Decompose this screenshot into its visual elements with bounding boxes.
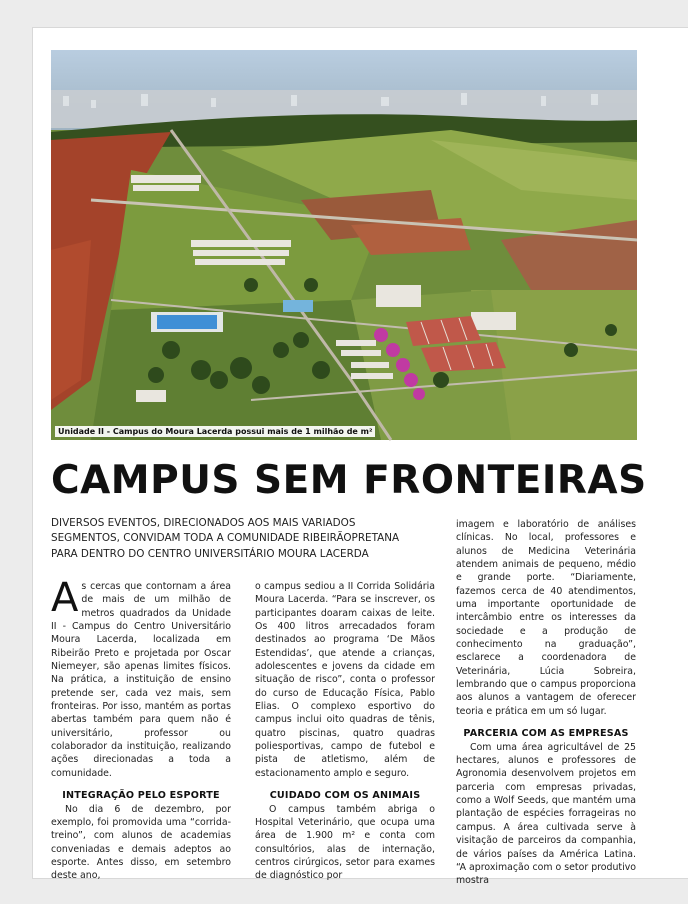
section-heading-esporte: INTEGRAÇÃO PELO ESPORTE — [62, 790, 220, 802]
paragraph-veterinaria: imagem e laboratório de análises clínicas. No local, professores e alunos de Medicina Veterinária atendem animais de pequeno, médio e grande porte. “Diariamente, fazemos cerca de 40 atendimentos, uma importante oportunidade de intercâmbio entre os interesses da sociedade e a produção de conhecimento na graduação”, esclarece a coordenadora de Veterinária, Lúcia Sobreira, lembrando que o campus proporciona aos alunos a vantagem de oferecer teoria e prática em um só lugar. — [456, 519, 636, 717]
aerial-photo-illustration — [51, 50, 637, 440]
article-subtitle: DIVERSOS EVENTOS, DIRECIONADOS AOS MAIS VARIADOS SEGMENTOS, CONVIDAM TODA A COMUNIDADE RIBEIRÃOPRETANA PARA DENTRO DO CENTRO UNIVERSITÁRIO MOURA LACERDA — [51, 517, 400, 560]
paragraph-empresas: Com uma área agricultável de 25 hectares, alunos e professores de Agronomia desenvolvem projetos em parceria com empresas privadas, como a Wolf Seeds, que mantém uma plantação de espécies forrageiras no campus. A área cultivada serve à visitação de parceiros da companhia, de vários países da América Latina. “A aproximação com o setor produtivo mostra — [456, 741, 636, 887]
section-heading-animais: CUIDADO COM OS ANIMAIS — [269, 790, 421, 802]
drop-cap: A — [51, 575, 79, 621]
article-title: CAMPUS SEM FRONTEIRAS — [51, 458, 647, 503]
intro-paragraph — [51, 575, 231, 780]
paragraph-corrida: o campus sediou a II Corrida Solidária Moura Lacerda. “Para se inscrever, os participantes doaram caixas de leite. Os 400 litros arrecadados foram destinados ao programa ‘De Mãos Estendidas’, que atende a crianças, adolescentes e jovens da cidade em situação de risco”, conta o professor do curso de Educação Física, Pablo Elias. O complexo esportivo do campus inclui oito quadras de tênis, quatro piscinas, quatro quadras poliesportivas, campo de futebol e pista de atletismo, além de estacionamento amplo e seguro. — [255, 581, 435, 779]
text-column-2 — [255, 580, 435, 883]
aerial-campus-photo — [51, 50, 637, 440]
section-heading-empresas: PARCERIA COM AS EMPRESAS — [463, 728, 629, 740]
paragraph-esporte: No dia 6 de dezembro, por exemplo, foi promovida uma “corrida-treino”, com alunos de academias conveniadas e demais adeptos ao esporte. Antes disso, em setembro deste ano, — [51, 803, 231, 882]
magazine-page — [32, 27, 688, 887]
photo-caption: Unidade II - Campus do Moura Lacerda possui mais de 1 milhão de m² — [55, 426, 375, 437]
intro-paragraph-text: s cercas que contornam a área de mais de um milhão de metros quadrados da Unidade II - Campus do Centro Universitário Moura Lacerda, localizada em Ribeirão Preto e projetada por Oscar Niemeyer, são apenas limites físicos. Na prática, a instituição de ensino pretende ser, cada vez mais, sem fronteiras. Por isso, mantém as portas abertas também para quem não é universitário, professor ou colaborador da instituição, realizando ações direcionadas a toda a comunidade. — [51, 581, 231, 779]
paragraph-animais: O campus também abriga o Hospital Veterinário, que ocupa uma área de 1.900 m² e conta com consultórios, alas de internação, centros cirúrgicos, setor para exames de diagnóstico por — [255, 803, 435, 882]
text-column-1 — [51, 575, 231, 883]
text-column-3 — [456, 518, 636, 888]
